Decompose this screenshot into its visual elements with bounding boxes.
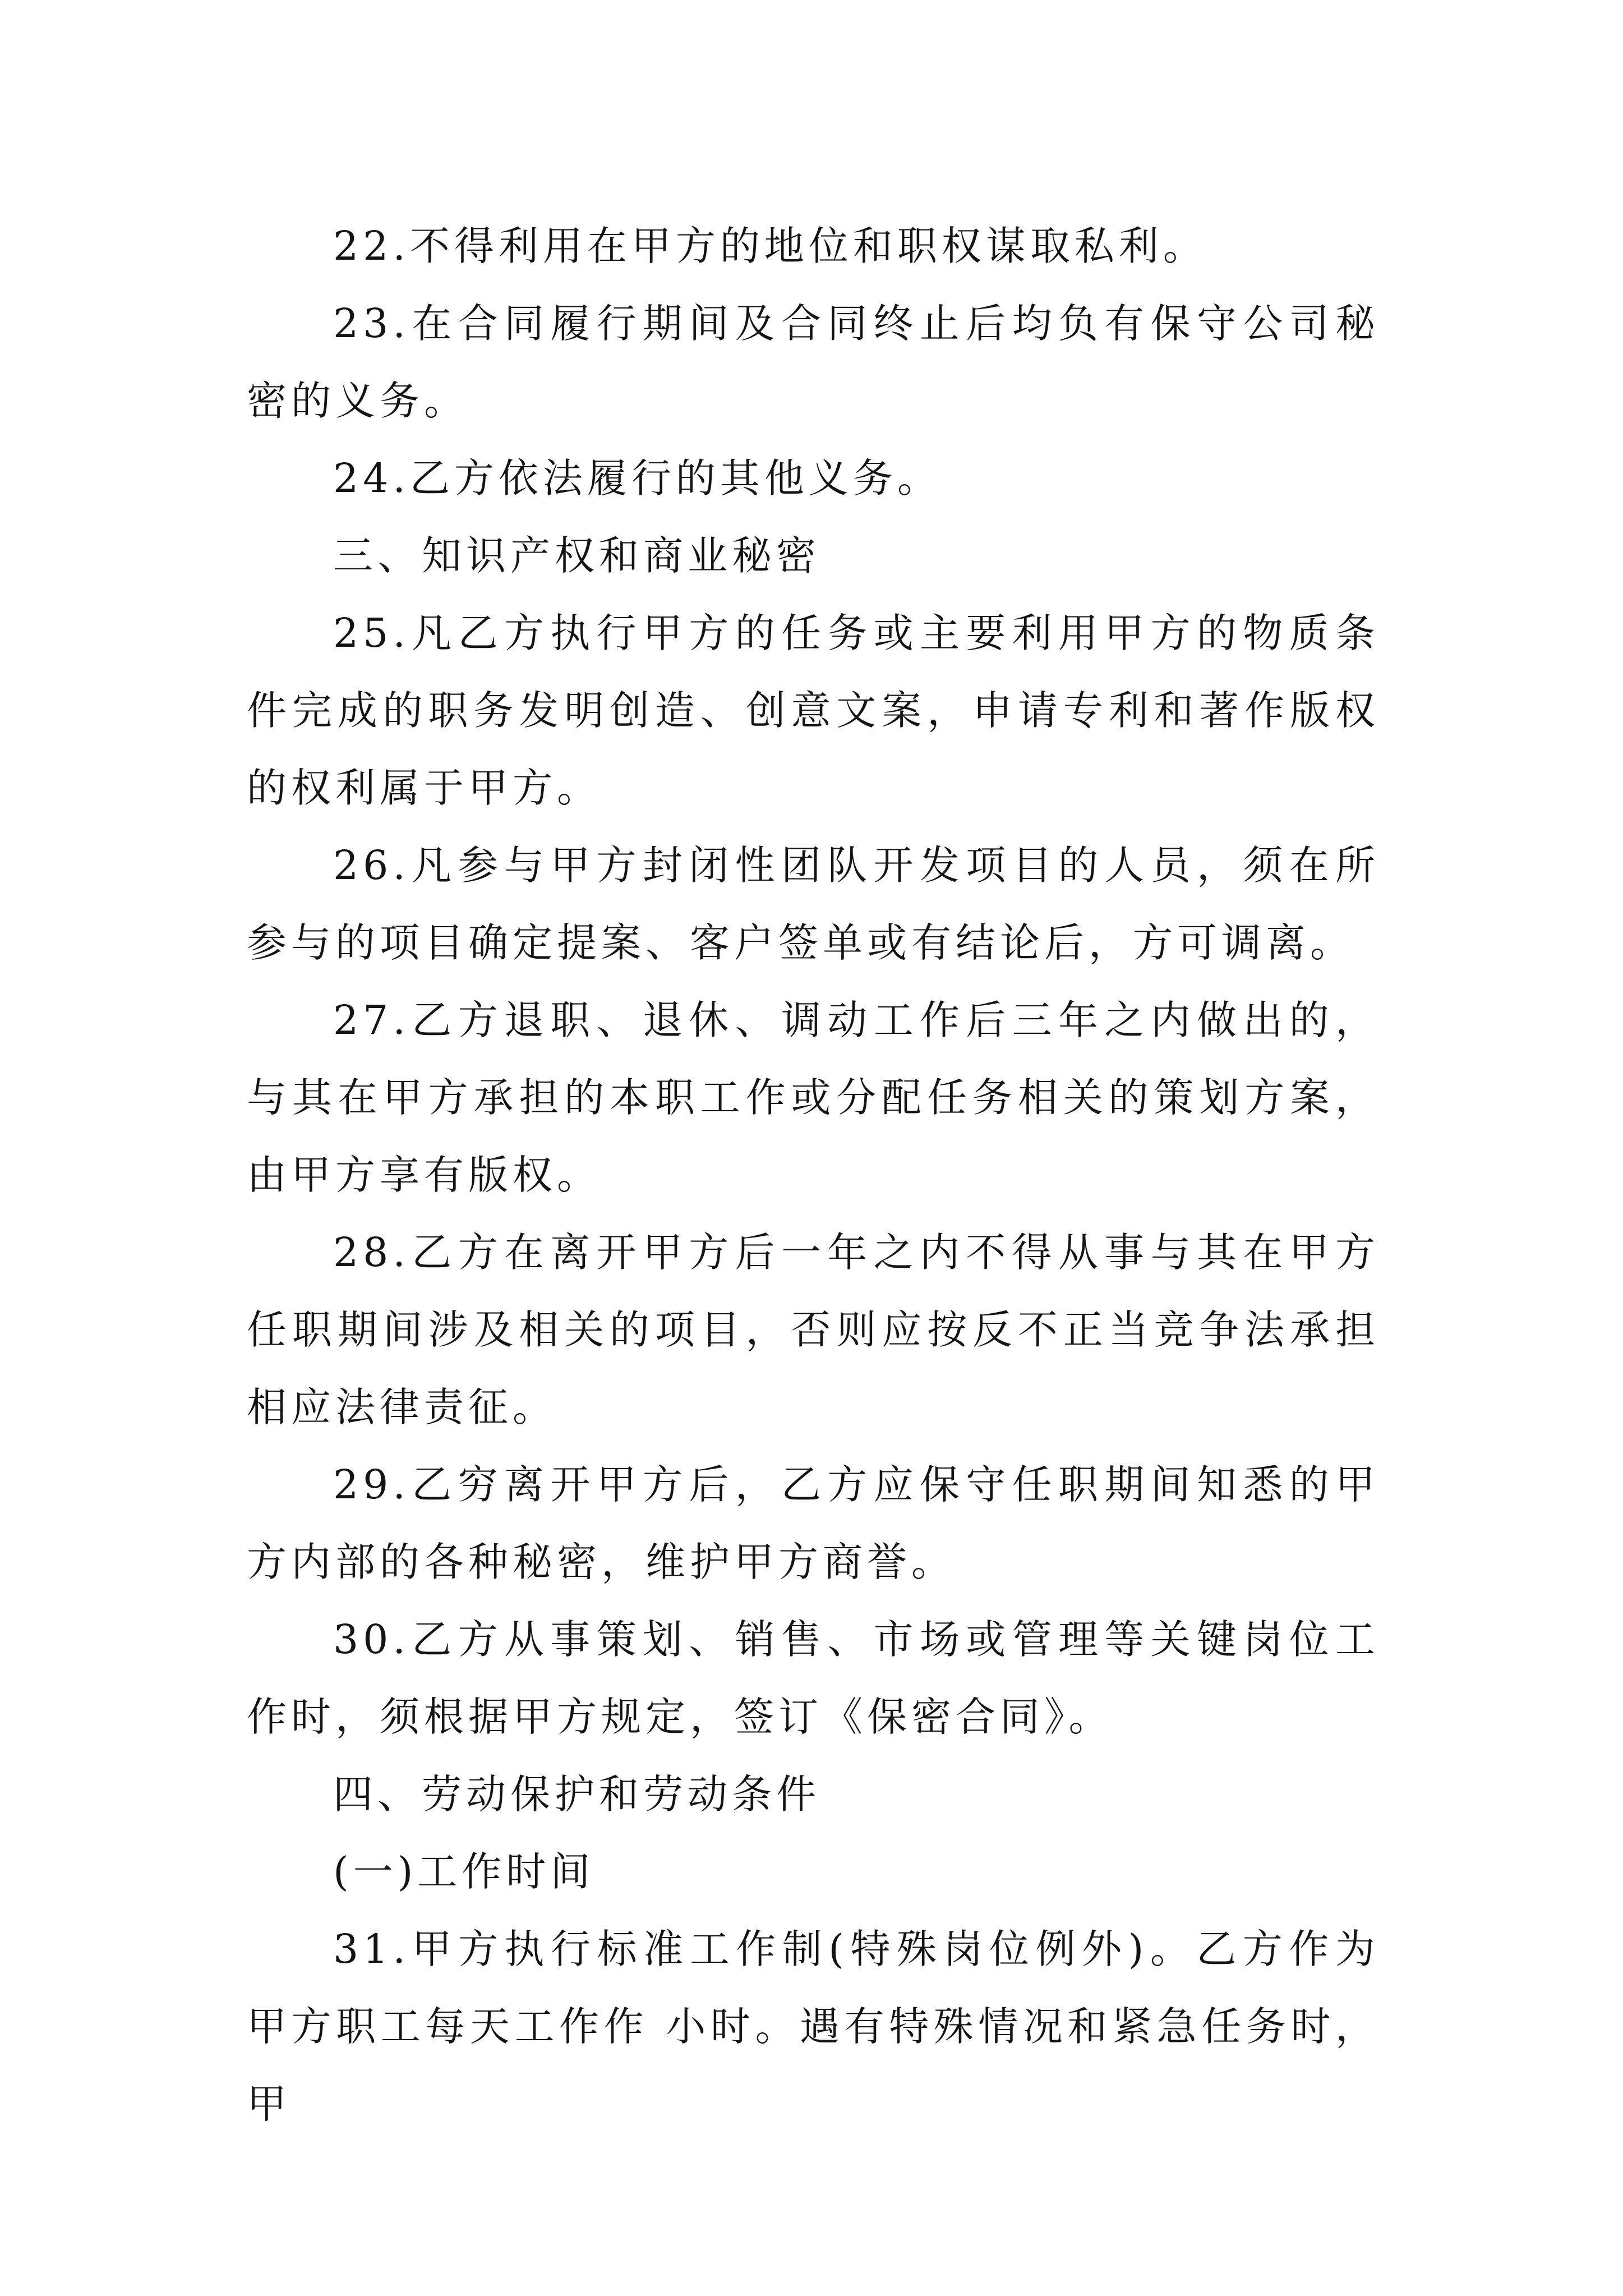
document-body (247, 208, 1380, 2143)
clause-23: 23.在合同履行期间及合同终止后均负有保守公司秘密的义务。 (247, 300, 1380, 424)
subsection-heading-work-time: (一)工作时间 (333, 1848, 595, 1895)
clause-27: 27.乙方退职、退休、调动工作后三年之内做出的，与其在甲方承担的本职工作或分配任务相关的策划方案，由甲方享有版权。 (247, 997, 1380, 1198)
clause-29: 29.乙穷离开甲方后，乙方应保守任职期间知悉的甲方内部的各种秘密，维护甲方商誉。 (247, 1461, 1380, 1585)
clause-26: 26.凡参与甲方封闭性团队开发项目的人员，须在所参与的项目确定提案、客户签单或有结论后，方可调离。 (247, 842, 1380, 966)
section-heading-3: 三、知识产权和商业秘密 (333, 532, 821, 579)
clause-22: 22.不得利用在甲方的地位和职权谋取私利。 (333, 223, 1207, 269)
clause-24: 24.乙方依法履行的其他义务。 (333, 455, 942, 501)
clause-28: 28.乙方在离开甲方后一年之内不得从事与其在甲方任职期间涉及相关的项目，否则应按反不正当竞争法承担相应法律责征。 (247, 1229, 1380, 1430)
clause-25: 25.凡乙方执行甲方的任务或主要利用甲方的物质条件完成的职务发明创造、创意文案，申请专利和著作版权的权利属于甲方。 (247, 610, 1380, 811)
clause-31: 31.甲方执行标准工作制(特殊岗位例外)。乙方作为甲方职工每天工作作 小时。遇有特殊情况和紧急任务时，甲 (247, 1926, 1380, 2127)
clause-30: 30.乙方从事策划、销售、市场或管理等关键岗位工作时，须根据甲方规定，签订《保密合同》。 (247, 1616, 1380, 1740)
section-heading-4: 四、劳动保护和劳动条件 (333, 1771, 821, 1818)
